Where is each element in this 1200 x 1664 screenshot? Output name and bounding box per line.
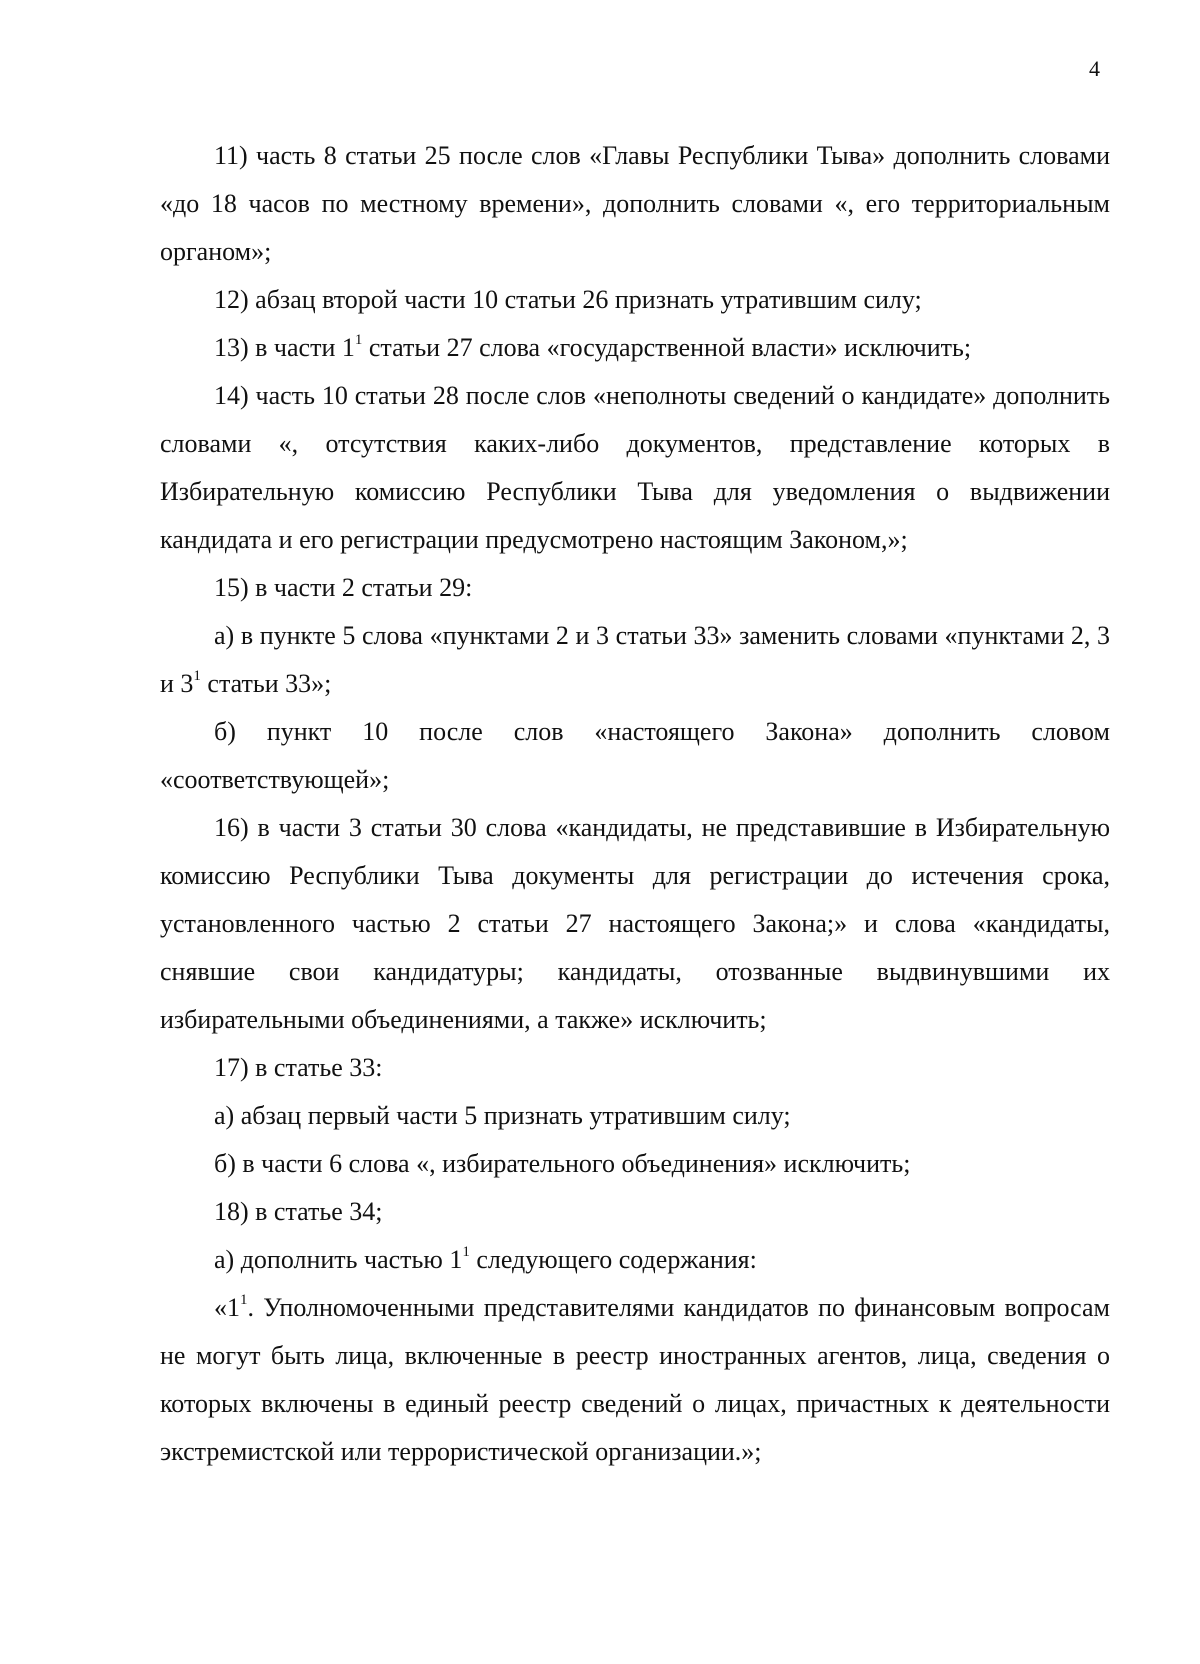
item-14: 14) часть 10 статьи 28 после слов «неполноты сведений о кандидате» дополнить словами «, отсутствия каких-либо документов, представление которых в Избирательную комиссию Республики Тыва для уведомления о выдвижении кандидата и его регистрации предусмотрено настоящим Законом,»;: [160, 381, 1110, 554]
item-18-quote-text-start: «1: [214, 1293, 240, 1322]
item-11: 11) часть 8 статьи 25 после слов «Главы Республики Тыва» дополнить словами «до 18 часов по местному времени», дополнить словами «, его территориальным органом»;: [160, 141, 1110, 266]
item-13-text-end: статьи 27 слова «государственной власти» исключить;: [362, 333, 972, 362]
page-number: 4: [1089, 56, 1100, 81]
item-18-quote: [160, 1284, 1110, 1476]
item-13: [160, 324, 1110, 372]
item-17-a: а) абзац первый части 5 признать утратившим силу;: [214, 1101, 791, 1130]
item-18-quote-text-end: . Уполномоченными представителями кандидатов по финансовым вопросам не могут быть лица, включенные в реестр иностранных агентов, лица, сведения о которых включены в единый реестр сведений о лицах, причастных к деятельности экстремистской или террористической организации.»;: [160, 1293, 1110, 1466]
item-18-a: [160, 1236, 1110, 1284]
item-15: 15) в части 2 статьи 29:: [214, 573, 473, 602]
item-13-text-start: 13) в части 1: [214, 333, 355, 362]
item-15-b: б) пункт 10 после слов «настоящего Закона» дополнить словом «соответствующей»;: [160, 717, 1110, 794]
item-13-superscript: 1: [354, 332, 363, 348]
item-18-a-text-start: а) дополнить частью 1: [214, 1245, 463, 1274]
document-body: [160, 132, 1110, 1476]
item-16: 16) в части 3 статьи 30 слова «кандидаты, не представившие в Избирательную комиссию Республики Тыва документы для регистрации до истечения срока, установленного частью 2 статьи 27 настоящего Закона;» и слова «кандидаты, снявшие свои кандидатуры; кандидаты, отозванные выдвинувшими их избирательными объединениями, а также» исключить;: [160, 813, 1110, 1034]
item-18: 18) в статье 34;: [214, 1197, 383, 1226]
item-15-a: [160, 612, 1110, 708]
item-17: 17) в статье 33:: [214, 1053, 383, 1082]
item-15-a-text-end: статьи 33»;: [200, 669, 332, 698]
item-18-a-text-end: следующего содержания:: [469, 1245, 757, 1274]
item-18-a-superscript: 1: [462, 1244, 470, 1260]
item-15-a-superscript: 1: [193, 668, 201, 684]
item-12: 12) абзац второй части 10 статьи 26 признать утратившим силу;: [214, 285, 922, 314]
item-18-quote-superscript: 1: [240, 1292, 248, 1308]
item-17-b: б) в части 6 слова «, избирательного объединения» исключить;: [214, 1149, 911, 1178]
item-15-a-text-start: а) в пункте 5 слова «пунктами 2 и 3 статьи 33» заменить словами «пунктами 2, 3 и 3: [160, 621, 1110, 698]
